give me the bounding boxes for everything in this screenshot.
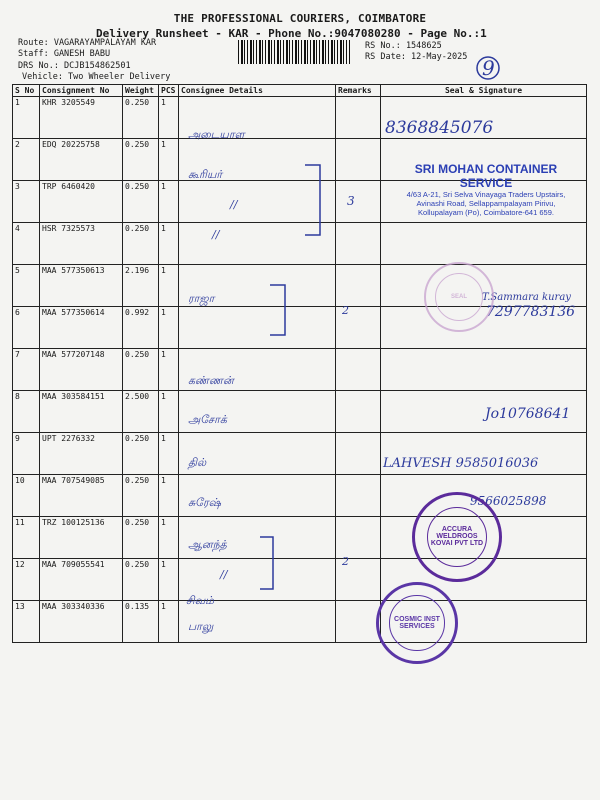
cell-weight: 0.250: [123, 181, 159, 223]
cell-sno: 12: [13, 559, 40, 601]
stamp-line: Avinashi Road, Sellappampalayam Pirivu,: [416, 199, 556, 208]
cell-weight: 0.992: [123, 307, 159, 349]
rs-date: RS Date: 12-May-2025: [365, 52, 468, 62]
cell-consignment: MAA 303584151: [40, 391, 123, 433]
rs-number: RS No.: 1548625: [365, 41, 442, 51]
cell-sno: 6: [13, 307, 40, 349]
cell-remarks: [336, 391, 381, 433]
staff-label: Staff: GANESH BABU: [18, 49, 111, 59]
cell-sno: 8: [13, 391, 40, 433]
cell-consignment: TRP 6460420: [40, 181, 123, 223]
cell-remarks: [336, 433, 381, 475]
ditto-mark: //: [212, 228, 220, 241]
circled-count: 9: [482, 56, 495, 80]
cell-consignment: MAA 303340336: [40, 601, 123, 643]
handwritten-signature-6: T.Sammara kuray: [482, 292, 571, 303]
table-header-row: [13, 85, 587, 97]
col-header-pcs: PCS: [159, 85, 179, 97]
ditto-mark: //: [230, 198, 238, 211]
cell-remarks: [336, 601, 381, 643]
cell-remarks: [336, 97, 381, 139]
cell-pcs: 1: [159, 181, 179, 223]
col-header-consignment: Consignment No: [40, 85, 123, 97]
cosmic-round-seal: [376, 582, 458, 664]
bracket-mark: [300, 160, 330, 240]
handwritten-remark-6: 2: [342, 304, 349, 317]
cell-remarks: [336, 181, 381, 223]
stamp-line: 4/63 A-21, Sri Selva Vinayaga Traders Upstairs,: [406, 190, 566, 199]
table-row: [13, 601, 587, 643]
handwritten-consignee-7: கண்ணன்: [188, 374, 234, 387]
pink-round-seal: [424, 262, 494, 332]
cell-consignment: MAA 577207148: [40, 349, 123, 391]
col-header-remarks: Remarks: [336, 85, 381, 97]
handwritten-consignee-5: ராஜா: [188, 292, 215, 305]
cell-consignment: EDQ 20225758: [40, 139, 123, 181]
runsheet-subtitle: Delivery Runsheet - KAR - Phone No.:9047080280 - Page No.:1: [96, 27, 487, 40]
barcode: [238, 40, 350, 64]
stamp-line: Kollupalayam (Po), Coimbatore-641 659.: [418, 208, 554, 217]
cell-remarks: [336, 517, 381, 559]
handwritten-phone-6: 7297783136: [486, 304, 576, 320]
table-row: [13, 97, 587, 139]
cell-weight: 2.196: [123, 265, 159, 307]
circle-mark: [474, 54, 502, 82]
cell-consignment: MAA 707549085: [40, 475, 123, 517]
handwritten-consignee-10: சுரேஷ்: [188, 496, 221, 509]
col-header-consignee: Consignee Details: [179, 85, 336, 97]
cell-pcs: 1: [159, 559, 179, 601]
cell-sno: 10: [13, 475, 40, 517]
cell-weight: 0.250: [123, 559, 159, 601]
table-row: [13, 349, 587, 391]
handwritten-name-10: LAHVESH 9585016036: [383, 456, 539, 471]
handwritten-consignee-3: கூரியர்: [188, 168, 223, 181]
cell-pcs: 1: [159, 475, 179, 517]
cell-sno: 11: [13, 517, 40, 559]
handwritten-consignee-8: அசோக்: [188, 413, 227, 426]
cell-pcs: 1: [159, 433, 179, 475]
cell-pcs: 1: [159, 349, 179, 391]
cell-weight: 0.135: [123, 601, 159, 643]
cell-sno: 7: [13, 349, 40, 391]
cell-pcs: 1: [159, 391, 179, 433]
cell-remarks: [336, 223, 381, 265]
handwritten-phone-1: 8368845076: [385, 118, 494, 138]
cell-remarks: [336, 475, 381, 517]
handwritten-name-11: 9566025898: [470, 494, 547, 508]
cell-consignment: MAA 709055541: [40, 559, 123, 601]
cell-weight: 0.250: [123, 475, 159, 517]
cell-remarks: [336, 349, 381, 391]
cell-sno: 13: [13, 601, 40, 643]
cell-seal: [381, 223, 587, 265]
seal-text: COSMIC INST SERVICES: [394, 616, 440, 630]
cell-remarks: [336, 265, 381, 307]
cell-pcs: 1: [159, 601, 179, 643]
table-row: [13, 559, 587, 601]
route-label: Route: VAGARAYAMPALAYAM KAR: [18, 38, 157, 48]
cell-pcs: 1: [159, 265, 179, 307]
cell-consignment: MAA 577350613: [40, 265, 123, 307]
cell-seal: [381, 349, 587, 391]
cell-pcs: 1: [159, 97, 179, 139]
cell-sno: 3: [13, 181, 40, 223]
cell-remarks: [336, 139, 381, 181]
sri-mohan-stamp: [388, 162, 584, 217]
cell-sno: 9: [13, 433, 40, 475]
stamp-line: SRI MOHAN CONTAINER SERVICE: [414, 162, 558, 190]
cell-sno: 4: [13, 223, 40, 265]
seal-text: SEAL: [450, 294, 467, 300]
handwritten-remark-12: 2: [342, 555, 349, 568]
cell-weight: 0.250: [123, 517, 159, 559]
cell-consignment: TRZ 100125136: [40, 517, 123, 559]
bracket-mark: [265, 280, 295, 340]
cell-weight: 0.250: [123, 97, 159, 139]
handwritten-signature-8: Jo10768641: [485, 406, 571, 422]
handwritten-remark-3: 3: [347, 194, 355, 208]
cell-pcs: 1: [159, 223, 179, 265]
vehicle-label: Vehicle: Two Wheeler Delivery: [22, 72, 171, 82]
cell-weight: 0.250: [123, 349, 159, 391]
handwritten-consignee-13: சிவம்: [186, 594, 214, 607]
cell-consignee: [179, 307, 336, 349]
handwritten-consignee-2: அடையாள: [188, 128, 245, 141]
handwritten-consignee-11: ஆனந்த்: [188, 538, 227, 551]
cell-consignment: HSR 7325573: [40, 223, 123, 265]
cell-consignment: MAA 577350614: [40, 307, 123, 349]
cell-weight: 0.250: [123, 223, 159, 265]
cell-consignment: UPT 2276332: [40, 433, 123, 475]
cell-weight: 2.500: [123, 391, 159, 433]
cell-sno: 5: [13, 265, 40, 307]
handwritten-consignee-9: தில்: [188, 456, 207, 469]
drs-label: DRS No.: DCJB154862501: [18, 61, 131, 71]
cell-sno: 2: [13, 139, 40, 181]
cell-pcs: 1: [159, 307, 179, 349]
accura-round-seal: [412, 492, 502, 582]
cell-weight: 0.250: [123, 433, 159, 475]
col-header-sno: S No: [13, 85, 40, 97]
cell-consignment: KHR 3205549: [40, 97, 123, 139]
col-header-weight: Weight: [123, 85, 159, 97]
cell-sno: 1: [13, 97, 40, 139]
seal-text: ACCURA WELDROOS KOVAI PVT LTD: [430, 526, 484, 548]
cell-pcs: 1: [159, 139, 179, 181]
col-header-seal: Seal & Signature: [381, 85, 587, 97]
ditto-mark: //: [220, 568, 228, 581]
cell-pcs: 1: [159, 517, 179, 559]
bracket-mark: [255, 532, 285, 594]
company-title: THE PROFESSIONAL COURIERS, COIMBATORE: [173, 12, 427, 25]
handwritten-consignee-12: பாலு: [188, 620, 214, 633]
cell-weight: 0.250: [123, 139, 159, 181]
